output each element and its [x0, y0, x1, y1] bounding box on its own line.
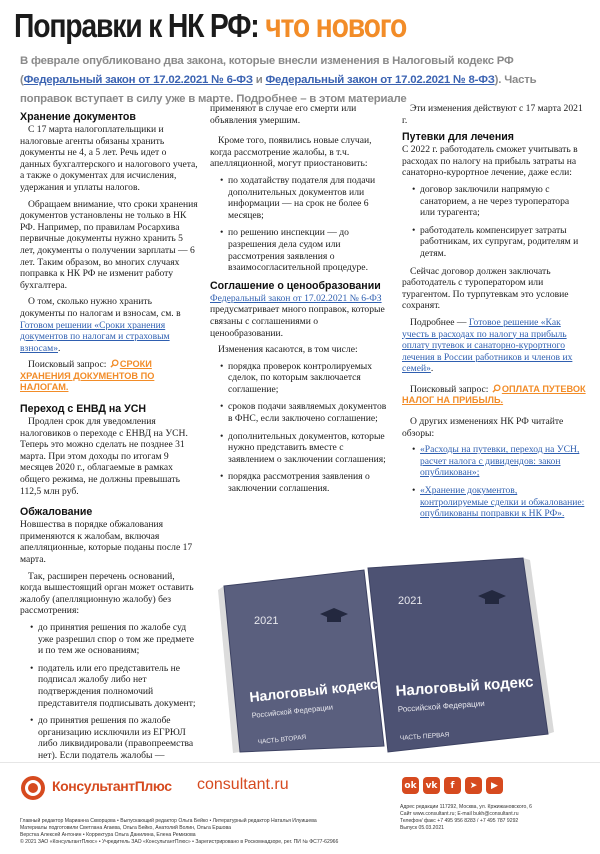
paragraph: С 2022 г. работодатель сможет учитывать в расходах по налогу на прибыль затраты на санаторно-курортное лечение, даже если:	[402, 144, 578, 179]
book-part-one	[368, 558, 554, 752]
column-2	[210, 103, 390, 501]
pricing-changes-list	[220, 361, 390, 495]
credits-line: Главный редактор Марианна Скворцова • Выпускающий редактор Ольга Бейко • Литературный редактор Наталья Илуишева	[20, 818, 317, 824]
site-link[interactable]: consultant.ru	[197, 776, 289, 793]
odnoklassniki-icon[interactable]: ok	[402, 777, 419, 794]
paragraph: О других изменениях НК РФ читайте обзоры:	[402, 416, 564, 439]
law-8fz-link[interactable]: Федеральный закон от 17.02.2021 № 8-ФЗ	[265, 74, 495, 86]
footer	[0, 762, 600, 854]
storage-terms-link[interactable]: Готовом решении «Сроки хранения документов по налогам и страховым взносам»	[20, 319, 170, 354]
paragraph: Эти изменения действуют с 17 марта 2021 г.	[402, 103, 583, 126]
facebook-icon[interactable]: f	[444, 777, 461, 794]
book-part: ЧАСТЬ ВТОРАЯ	[257, 733, 307, 746]
list-item: • работодатель компенсирует затраты работникам, их супругам, родителям и детям.	[412, 225, 586, 260]
section-title-appeal: Обжалование	[20, 506, 93, 519]
vouchers-solution-link[interactable]: Готовое решение «Как учесть в расходах по налогу на прибыль оплату путевок и санаторно-курортного лечения в России работников и членов их семей»	[402, 316, 573, 375]
section-title-storage: Хранение документов	[20, 111, 136, 123]
search-label: Поисковый запрос:	[28, 359, 107, 371]
list-item: • по ходатайству подателя для подачи дополнительных документов или информации — на срок не более 6 месяцев;	[220, 175, 390, 221]
text: .	[430, 363, 434, 375]
book-subtitle: Российской Федерации	[251, 702, 334, 720]
column-3	[402, 103, 586, 526]
credits	[20, 818, 400, 846]
list-item: • порядка проверок контролируемых сделок, по которым заключается соглашение;	[220, 361, 390, 396]
contacts-line: Телефон/ факс +7 495 956 8283 / +7 495 787 9292	[400, 818, 519, 824]
section-title-vouchers: Путевки для лечения	[402, 131, 514, 144]
title-accent: что нового	[265, 7, 407, 44]
list-item: • сроков подачи заявляемых документов в ФНС, если заключено соглашение;	[220, 401, 390, 424]
text: Подробнее —	[410, 316, 469, 328]
search-icon	[492, 384, 501, 393]
book-year: 2021	[254, 615, 279, 627]
paragraph: Кроме того, появились новые случаи, когда рассмотрение жалобы, в т.ч. апелляционной, могут приостановить:	[210, 135, 372, 170]
law-6fz-link-2[interactable]: Федеральный закон от 17.02.2021 № 6-ФЗ	[210, 292, 382, 304]
review-link[interactable]: «Хранение документов, контролируемые сделки и обжалование: опубликованы поправки к НК РФ».	[420, 485, 585, 520]
list-item: • по решению инспекции — до разрешения дела судом или рассмотрения заявления о взаимосогласительной процедуре.	[220, 227, 390, 273]
search-label: Поисковый запрос:	[410, 383, 489, 395]
social-links	[402, 777, 503, 794]
reviews-list	[412, 444, 586, 520]
column-1	[20, 111, 198, 779]
title-main: Поправки к НК РФ:	[14, 7, 259, 44]
consultant-logo-icon	[20, 775, 46, 801]
vouchers-list	[412, 184, 586, 260]
section-title-pricing: Соглашение о ценообразовании	[210, 279, 381, 292]
credits-line: Верстка Алексей Антонин • Корректура Ольга Данилина, Елена Ремизова	[20, 832, 196, 838]
list-item: • дополнительных документов, которые нужно представить вместе с заявлением о заключении соглашения;	[220, 431, 390, 466]
review-item	[412, 444, 586, 479]
book-part-two	[218, 570, 384, 753]
book-title: Налоговый кодекс	[248, 675, 379, 705]
page-title	[14, 6, 406, 46]
search-query-link[interactable]: ОПЛАТА ПУТЕВОК НАЛОГ НА ПРИБЫЛЬ.	[402, 383, 586, 406]
text: .	[58, 342, 61, 354]
search-request	[20, 359, 198, 394]
list-item: • податель или его представитель не подписал жалобу либо нет подтверждения полномочий представителя подписывать документ;	[30, 663, 198, 709]
paragraph: Изменения касаются, в том числе:	[218, 344, 358, 356]
contacts-line: Сайт www.consultant.ru; E-mail bukh@consultant.ru	[400, 811, 519, 817]
contacts-line: Адрес редакции 117292, Москва, ул. Кржижановского, 6	[400, 804, 533, 810]
search-request	[402, 384, 586, 407]
paragraph	[402, 317, 586, 375]
lead-text: и	[252, 74, 266, 86]
credits-line: © 2021 ЗАО «КонсультантПлюс» • Учредитель ЗАО «КонсультантПлюс» • Зарегистрировано в Роскомнадзоре, рег. ПИ № ФС77-62966	[20, 839, 339, 845]
paragraph	[20, 296, 198, 354]
section-title-envd: Переход с ЕНВД на УСН	[20, 403, 147, 416]
lead-text: ). Часть поправок вступает в силу уже в марте. Подробнее – в этом материале	[20, 74, 537, 105]
list-item: • до принятия решения по жалобе суд уже разрешил спор о том же предмете и по тем же основаниям;	[30, 622, 198, 657]
law-6fz-link[interactable]: Федеральный закон от 17.02.2021 № 6-ФЗ	[23, 74, 253, 86]
list-item: • договор заключили напрямую с санаторием, а не через туроператора или турагента;	[412, 184, 586, 219]
paragraph: применяют в случае его смерти или объявления умершим.	[210, 103, 357, 126]
contacts	[400, 804, 590, 832]
review-item	[412, 485, 586, 520]
list-item: • до принятия решения по жалобе организацию исключили из ЕГРЮЛ либо ликвидировали (правопреемства нет). Если податель жалобы —	[30, 715, 198, 773]
appeal-grounds-list	[30, 622, 198, 773]
paragraph: Обращаем внимание, что сроки хранения документов установлены не только в НК РФ. Например, по правилам Росархива первичные документы нужно хранить 5 лет, документы о получении зарплаты — 6 лет. Таким образом, во многих случаях поправка к НК РФ не изменит работу бухгалтера.	[20, 198, 198, 291]
text: О том, сколько нужно хранить документы по налогам и взносам, см. в	[20, 296, 181, 319]
paragraph: Сейчас договор должен заключать работодатель с туроператором или турагентом. По турпутевкам это условие сохранят.	[402, 265, 569, 312]
paragraph	[210, 293, 390, 339]
youtube-icon[interactable]: ▶	[486, 777, 503, 794]
tax-code-books-image	[218, 556, 558, 754]
book-part: ЧАСТЬ ПЕРВАЯ	[399, 731, 450, 742]
book-year: 2021	[398, 595, 423, 607]
list-item: • порядка рассмотрения заявления о заключении соглашения.	[220, 471, 390, 494]
text: предусматривает много поправок, которые связаны с соглашениями о ценообразовании.	[210, 304, 385, 339]
review-link[interactable]: «Расходы на путевки, переход на УСН, расчет налога с дивидендов: закон опубликован»;	[420, 444, 580, 479]
paragraph: Продлен срок для уведомления налоговиков о переходе с ЕНВД на УСН. Теперь это можно сделать не позднее 31 марта. При этом доходы по итогам 9 месяцев 2020 г., облагаемые в рамках общего режима, не должны превышать 112,5 млн руб.	[20, 416, 188, 497]
suspension-list	[220, 175, 390, 274]
book-title: Налоговый кодекс	[395, 673, 535, 700]
vk-icon[interactable]: vk	[423, 777, 440, 794]
contacts-line: Выпуск 05.03.2021	[400, 825, 444, 831]
paragraph: Новшества в порядке обжалования применяются к жалобам, включая апелляционные, которые поданы после 17 марта.	[20, 519, 193, 565]
brand-name: КонсультантПлюс	[52, 778, 172, 794]
credits-line: Материалы подготовили Светлана Агаева, Ольга Бейко, Анатолий Волин, Ольга Ершова	[20, 825, 231, 831]
telegram-icon[interactable]: ➤	[465, 777, 482, 794]
search-query-link[interactable]: СРОКИ ХРАНЕНИЯ ДОКУМЕНТОВ ПО НАЛОГАМ.	[20, 359, 155, 393]
paragraph: Так, расширен перечень оснований, когда вышестоящий орган может оставить жалобу (апелляционную жалобу) без рассмотрения:	[20, 570, 194, 617]
book-subtitle: Российской Федерации	[397, 698, 485, 714]
lead-paragraph	[20, 52, 585, 109]
paragraph: С 17 марта налогоплательщики и налоговые агенты обязаны хранить документы не 4, а 5 лет. Речь идет о данных бухгалтерского и налогового учета, а также о документах для исчисления, удержания и уплаты налогов.	[20, 124, 198, 193]
search-icon	[110, 359, 119, 368]
lead-text: В феврале опубликовано два закона, которые внесли изменения в Налоговый кодекс РФ (	[20, 55, 514, 86]
